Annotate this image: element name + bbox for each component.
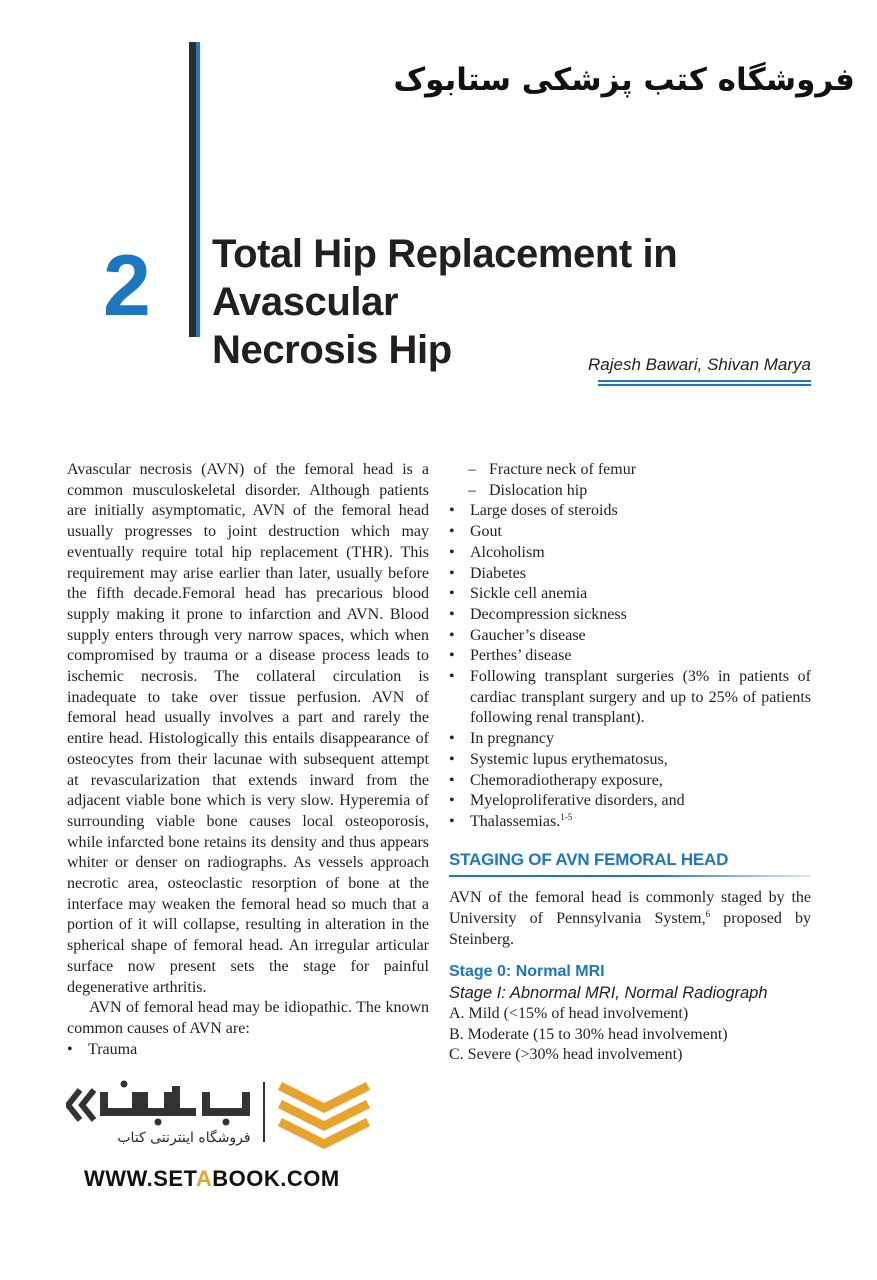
staging-paragraph: [449, 888, 811, 950]
list-item: [449, 564, 811, 585]
list-item: [449, 584, 811, 605]
stage-1-item: B. Moderate (15 to 30% head involvement): [449, 1025, 728, 1043]
intro-paragraph: Avascular necrosis (AVN) of the femoral head is a common musculoskeletal disorder. Although patients are initially asymptomatic, AVN of the femoral head usually progresses to joint destruction which may eventually require total hip replacement (THR). This requirement may arise earlier than later, usually before the fifth decade.Femoral head has precarious blood supply making it prone to infarction and AVN. Blood supply enters through very narrow spaces, which when compromised by trauma or a disease process leads to ischemic necrosis. The collateral circulation is inadequate to take over tissue perfusion. AVN of femoral head usually involves a part and rarely the entire head. Histologically this entails disappearance of osteocytes from their lacunae with subsequent attempt at revascularization that extends inward from the adjacent viable bone which is very slow. Hyperemia of surrounding viable bone causes local osteoporosis, while infarcted bone retains its density and thus appears whiter or denser on radiographs. As vessels approach necrotic area, osteoclastic resorption of bone at the interface may weaken the femoral head so much that a portion of it will collapse, resulting in alteration in the spherical shape of femoral head. An irregular articular surface now present sets the stage for painful degenerative arthritis.: [67, 461, 429, 996]
list-item-text: Gout: [470, 523, 502, 541]
bullet-mark: •: [449, 523, 455, 541]
setabook-logo: [66, 1078, 376, 1208]
list-item: [449, 605, 811, 626]
list-item-text: Systemic lupus erythematosus,: [470, 750, 668, 768]
logo-subtitle: فروشگاه اینترنتی کتاب: [117, 1130, 251, 1146]
bullet-mark: •: [449, 605, 455, 623]
staging-text-1: AVN of the femoral head is commonly staged by the University of Pennsylvania System,: [449, 889, 811, 928]
causes-list-start: [67, 1040, 429, 1061]
dash-mark: –: [468, 461, 476, 478]
dash-mark: –: [468, 481, 476, 499]
list-item-text: In pregnancy: [470, 730, 554, 748]
causes-list: [449, 501, 811, 832]
list-item: [449, 729, 811, 750]
list-item-text: Fracture neck of femur: [489, 461, 637, 478]
trauma-sublist: [449, 460, 811, 501]
staging-text-2: proposed by Steinberg.: [449, 910, 812, 948]
chapter-title-line-1: Total Hip Replacement in Avascular: [212, 232, 678, 324]
bullet-mark: •: [449, 647, 455, 665]
list-item-text: Decompression sickness: [470, 605, 627, 623]
list-item-text: Myeloproliferative disorders, and: [470, 792, 685, 810]
bullet-mark: •: [449, 626, 455, 644]
list-item: [449, 750, 811, 771]
list-item: [449, 812, 811, 833]
list-item-text: Gaucher’s disease: [470, 626, 586, 644]
chapter-title: [212, 230, 832, 374]
bullet-mark: •: [449, 543, 455, 561]
list-item: [67, 1040, 429, 1061]
list-item-text: Following transplant surgeries (3% in patients of cardiac transplant surgery and up to 25% of patients following renal transplant).: [470, 668, 811, 727]
logo-url-part-2: BOOK.COM: [212, 1166, 340, 1191]
list-item-text: Sickle cell anemia: [470, 585, 588, 603]
stage-1-heading: Stage I: Abnormal MRI, Normal Radiograph: [449, 984, 768, 1003]
list-item: [449, 771, 811, 792]
bullet-mark: •: [449, 564, 455, 582]
list-item-text: Dislocation hip: [489, 481, 588, 499]
list-item: [449, 646, 811, 667]
section-heading-rule: [449, 875, 811, 877]
bullet-mark: •: [449, 668, 455, 686]
bullet-mark: •: [449, 750, 455, 768]
bullet-mark: •: [449, 585, 455, 603]
causes-intro-paragraph: AVN of femoral head may be idiopathic. The known common causes of AVN are:: [67, 999, 429, 1037]
bullet-mark: •: [449, 771, 455, 789]
list-item: [468, 481, 811, 502]
store-header-text: فروشگاه کتب پزشکی ستابوک: [393, 62, 855, 98]
stage-0-heading: Stage 0: Normal MRI: [449, 963, 605, 981]
bullet-mark: •: [449, 502, 455, 520]
citation-ref: 6: [705, 909, 711, 920]
list-item-text: Trauma: [88, 1040, 138, 1058]
left-column: [67, 460, 429, 1060]
bullet-mark: •: [449, 792, 455, 810]
bullet-mark: •: [67, 1040, 73, 1058]
list-item-text: Large doses of steroids: [470, 502, 618, 520]
author-rule-top: [598, 380, 811, 382]
right-column: [449, 460, 811, 1066]
stage-1-item: A. Mild (<15% of head involvement): [449, 1004, 689, 1022]
list-item: [449, 543, 811, 564]
list-item: [449, 667, 811, 729]
list-item-text: Diabetes: [470, 564, 526, 582]
section-heading: STAGING OF AVN FEMORAL HEAD: [449, 849, 729, 869]
chapter-divider-rule: [189, 42, 196, 337]
list-item-text: Chemoradiotherapy exposure,: [470, 771, 663, 789]
logo-url-accent: A: [195, 1166, 213, 1191]
list-item: [449, 522, 811, 543]
list-item: [449, 791, 811, 812]
author-rule-bottom: [598, 384, 811, 386]
list-item-text: Perthes’ disease: [470, 647, 572, 665]
list-item: [449, 626, 811, 647]
bullet-mark: •: [449, 730, 455, 748]
setabook-logo-mark: [66, 1078, 376, 1158]
chapter-title-line-2: Necrosis Hip: [212, 328, 452, 372]
bullet-mark: •: [449, 812, 455, 830]
chapter-authors: Rajesh Bawari, Shivan Marya: [588, 355, 811, 374]
chapter-number: 2: [103, 238, 151, 334]
list-item-text: Alcoholism: [470, 543, 545, 561]
list-item: [468, 460, 811, 481]
list-item: [449, 501, 811, 522]
citation-ref: 1-5: [560, 811, 573, 822]
stage-1-item: C. Severe (>30% head involvement): [449, 1046, 683, 1064]
list-item-text: Thalassemias.: [470, 812, 561, 830]
logo-url: [84, 1166, 340, 1192]
logo-url-part-1: WWW.SET: [84, 1166, 196, 1191]
